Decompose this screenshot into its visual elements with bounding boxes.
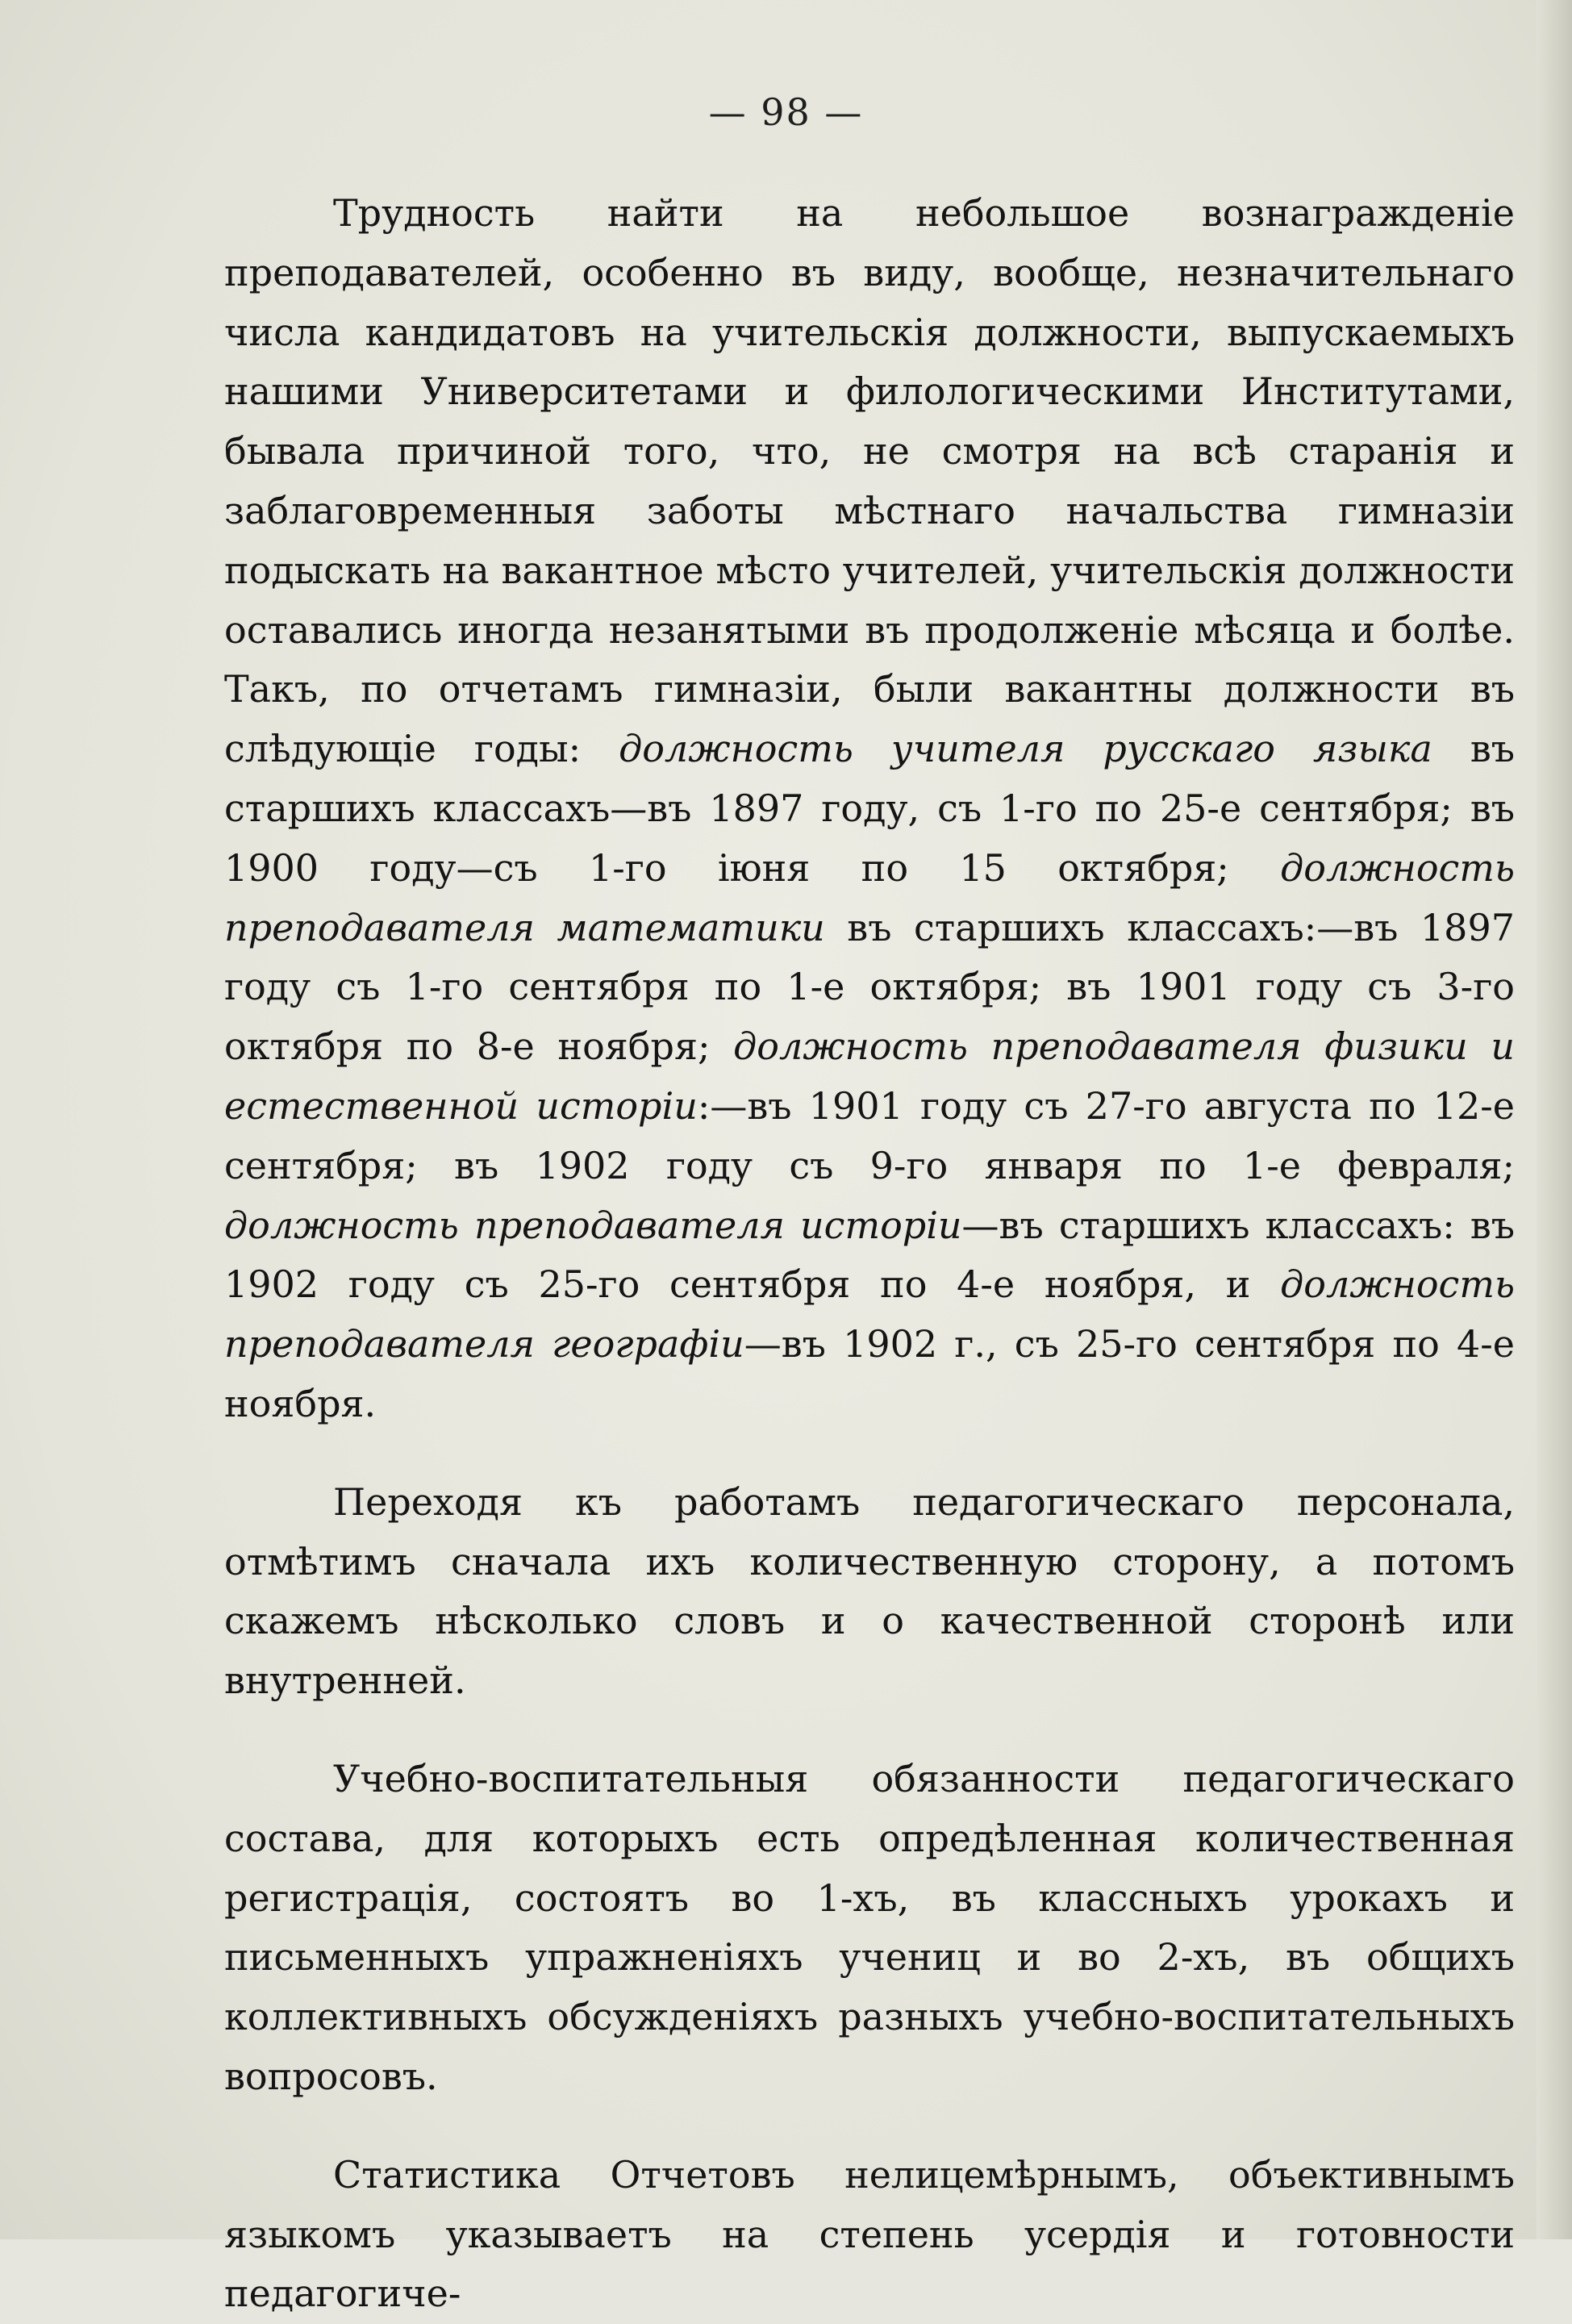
text-run: Учебно-воспитательныя обязанности педагогическаго состава, для которыхъ есть опредѣленная количественная регистрація, состоятъ во 1-хъ, въ классныхъ урокахъ и письменныхъ упражненіяхъ учениц и во 2-хъ, въ общихъ коллективныхъ обсужденіяхъ разныхъ учебно-воспитательныхъ вопросовъ. (224, 1756, 1515, 2098)
page-edge-shadow (1537, 0, 1572, 2239)
paragraph-statistics (224, 2146, 1515, 2324)
text-run: Переходя къ работамъ педагогическаго персонала, отмѣтимъ сначала ихъ количественную сторону, а потомъ скажемъ нѣсколько словъ и о качественной сторонѣ или внутренней. (224, 1479, 1515, 1703)
body-text (224, 184, 1515, 2324)
page-number: — 98 — (708, 90, 864, 134)
text-run: :—въ 1901 году съ 27-го августа по 12-е сентября; въ 1902 году съ 9-го января по 1-е февраля; (224, 1083, 1515, 1187)
paragraph-vacancies (224, 184, 1515, 1434)
text-run: Трудность найти на небольшое вознагражденіе преподавателей, особенно въ виду, вообще, незначительнаго числа кандидатовъ на учительскія должности, выпускаемыхъ нашими Университетами и филологическими Институтами, бывала причиной того, что, не смотря на всѣ старанія и заблаговременныя заботы мѣстнаго начальства гимназіи подыскать на вакантное мѣсто учителей, учительскія должности оставались иногда незанятыми въ продолженіе мѣсяца и болѣе. Такъ, по отчетамъ гимназіи, были вакантны должности въ слѣдующіе годы: (224, 191, 1515, 771)
paragraph-staff-work (224, 1473, 1515, 1711)
text-run: въ старшихъ классахъ:—въ 1897 году съ 1-го сентября по 1-е октября; въ 1901 году съ 3-го октября по 8-е ноября; (224, 905, 1515, 1069)
paragraph-duties (224, 1750, 1515, 2107)
text-run: —въ старшихъ классахъ: въ 1902 году съ 25-го сентября по 4-е ноября, и (224, 1203, 1515, 1307)
text-run: Статистика Отчетовъ нелицемѣрнымъ, объективнымъ языкомъ указываетъ на степень усердія и готовности педагогиче- (224, 2152, 1515, 2316)
text-run: въ старшихъ классахъ—въ 1897 году, съ 1-го по 25-е сентября; въ 1900 году—съ 1-го іюня по 15 октября; (224, 727, 1515, 890)
text-run: —въ 1902 г., съ 25-го сентября по 4-е ноября. (224, 1322, 1515, 1425)
italic-phrase: должность преподавателя математики (224, 845, 1515, 949)
italic-phrase: должность преподавателя физики и естественной исторіи (224, 1024, 1515, 1128)
italic-phrase: должность преподавателя исторіи (224, 1203, 962, 1247)
italic-phrase: должность преподавателя географіи (224, 1262, 1515, 1366)
italic-phrase: должность учителя русскаго языка (619, 727, 1432, 771)
